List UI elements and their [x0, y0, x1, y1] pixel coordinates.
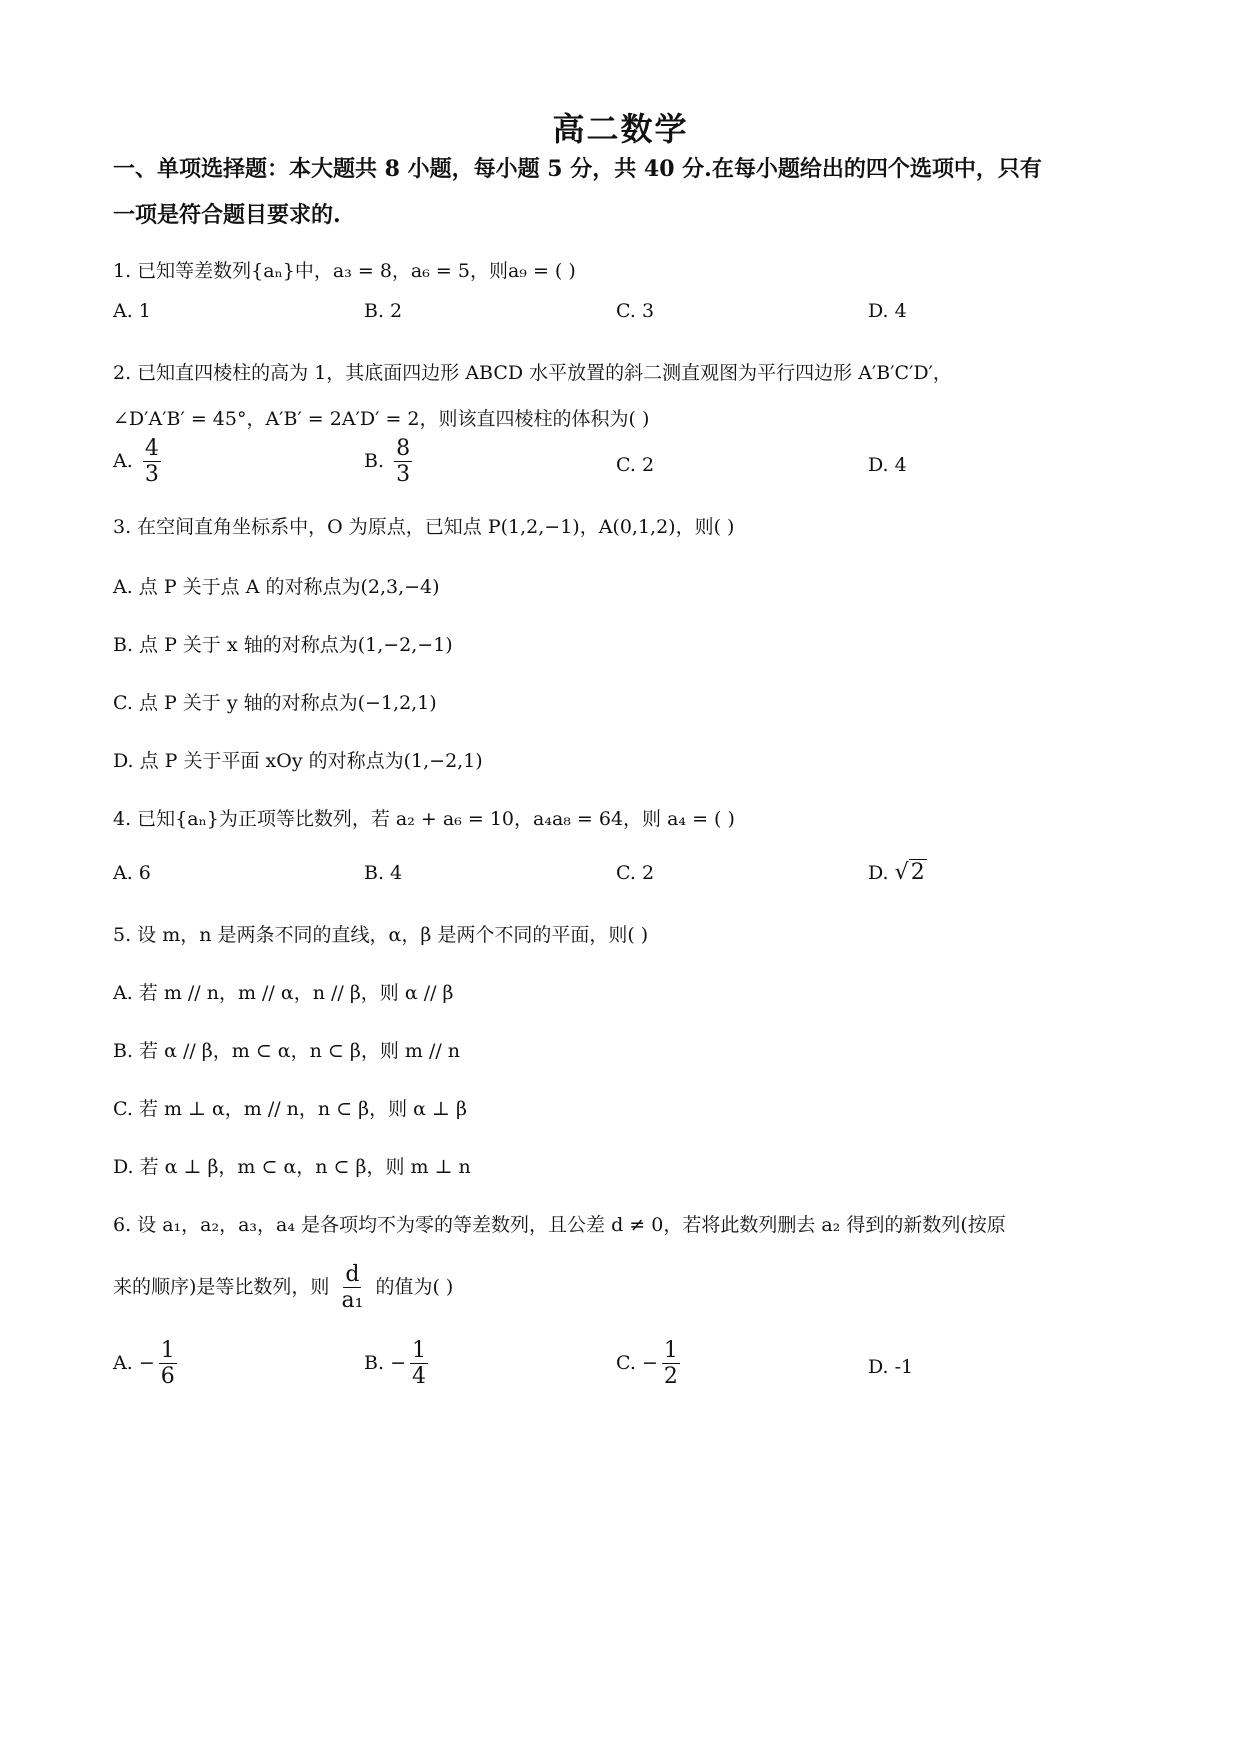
q5-option-b: B. 若 α // β，m ⊂ α，n ⊂ β，则 m // n — [113, 1040, 461, 1062]
q6-option-d: D. -1 — [868, 1356, 914, 1378]
q6-option-a-label: A. — [113, 1351, 133, 1374]
q2-option-d: D. 4 — [868, 454, 907, 476]
q4-option-c: C. 2 — [616, 862, 655, 884]
q2-option-a-label: A. — [113, 449, 133, 472]
question-6-stem-line2 — [113, 1262, 453, 1314]
question-3-stem: 3. 在空间直角坐标系中，O 为原点，已知点 P(1,2,−1)，A(0,1,2)，则( ) — [113, 516, 735, 538]
q2-option-c: C. 2 — [616, 454, 655, 476]
q6-option-c-fraction — [662, 1338, 680, 1390]
radicand: 2 — [910, 860, 925, 885]
q4-option-a: A. 6 — [113, 862, 151, 884]
fraction-numerator: d — [345, 1262, 360, 1287]
fraction-denominator: 4 — [411, 1364, 426, 1390]
question-4-stem: 4. 已知{aₙ}为正项等比数列，若 a₂ + a₆ = 10，a₄a₈ = 64，则 a₄ = ( ) — [113, 808, 735, 830]
q3-option-d: D. 点 P 关于平面 xOy 的对称点为(1,−2,1) — [113, 750, 483, 772]
fraction-numerator: 1 — [663, 1338, 678, 1363]
q1-option-b: B. 2 — [364, 300, 403, 322]
question-2-stem-line2: ∠D′A′B′ = 45°，A′B′ = 2A′D′ = 2，则该直四棱柱的体积为( ) — [113, 408, 650, 430]
q2-option-b-label: B. — [364, 449, 385, 472]
q6-option-b-fraction — [410, 1338, 428, 1390]
fraction-numerator: 1 — [160, 1338, 175, 1363]
q2-option-b — [364, 436, 416, 488]
q6-option-c-label: C. — [616, 1351, 636, 1374]
fraction-numerator: 1 — [411, 1338, 426, 1363]
fraction-numerator: 4 — [144, 436, 159, 461]
q4-option-b: B. 4 — [364, 862, 403, 884]
q4-option-d — [868, 860, 927, 885]
q6-option-a-fraction — [159, 1338, 177, 1390]
q6-stem-fraction — [339, 1262, 365, 1314]
q1-option-d: D. 4 — [868, 300, 907, 322]
section-heading-line2: 一项是符合题目要求的. — [113, 202, 341, 228]
q4-option-d-label: D. — [868, 862, 889, 884]
q2-option-b-fraction — [394, 436, 412, 488]
minus-sign: − — [138, 1351, 155, 1374]
q6-option-c — [616, 1338, 684, 1390]
page-title: 高二数学 — [552, 110, 689, 148]
q2-option-a — [113, 436, 165, 488]
q3-option-c: C. 点 P 关于 y 轴的对称点为(−1,2,1) — [113, 692, 437, 714]
question-2-stem-line1: 2. 已知直四棱柱的高为 1，其底面四边形 ABCD 水平放置的斜二测直观图为平行四边形 A′B′C′D′， — [113, 362, 952, 384]
minus-sign: − — [390, 1351, 406, 1374]
square-root: √2 — [894, 860, 925, 885]
q5-option-a: A. 若 m // n，m // α，n // β，则 α // β — [113, 982, 454, 1004]
q5-option-d: D. 若 α ⊥ β，m ⊂ α，n ⊂ β，则 m ⊥ n — [113, 1156, 471, 1178]
q5-option-c: C. 若 m ⊥ α，m // n，n ⊂ β，则 α ⊥ β — [113, 1098, 467, 1120]
question-1-stem: 1. 已知等差数列{aₙ}中，a₃ = 8，a₆ = 5，则a₉ = ( ) — [113, 260, 576, 282]
q6-option-b — [364, 1338, 432, 1390]
fraction-denominator: 2 — [663, 1364, 678, 1390]
q1-option-a: A. 1 — [113, 300, 151, 322]
fraction-denominator: a₁ — [341, 1288, 364, 1314]
question-6-stem-line1: 6. 设 a₁，a₂，a₃，a₄ 是各项均不为零的等差数列，且公差 d ≠ 0，若将此数列删去 a₂ 得到的新数列(按原 — [113, 1214, 1006, 1236]
fraction-denominator: 6 — [160, 1364, 175, 1390]
fraction-numerator: 8 — [396, 436, 411, 461]
fraction-denominator: 3 — [144, 462, 159, 488]
q6-stem-text-post: 的值为( ) — [375, 1275, 454, 1298]
question-5-stem: 5. 设 m，n 是两条不同的直线，α，β 是两个不同的平面，则( ) — [113, 924, 649, 946]
q3-option-a: A. 点 P 关于点 A 的对称点为(2,3,−4) — [113, 576, 440, 598]
q1-option-c: C. 3 — [616, 300, 655, 322]
q2-option-a-fraction — [143, 436, 161, 488]
q6-option-a — [113, 1338, 181, 1390]
section-heading-line1: 一、单项选择题：本大题共 8 小题，每小题 5 分，共 40 分.在每小题给出的四个选项中，只有 — [113, 156, 1042, 182]
fraction-denominator: 3 — [396, 462, 411, 488]
q3-option-b: B. 点 P 关于 x 轴的对称点为(1,−2,−1) — [113, 634, 453, 656]
q6-option-b-label: B. — [364, 1351, 385, 1374]
minus-sign: − — [641, 1351, 658, 1374]
q6-stem-text-pre: 来的顺序)是等比数列，则 — [113, 1275, 330, 1298]
